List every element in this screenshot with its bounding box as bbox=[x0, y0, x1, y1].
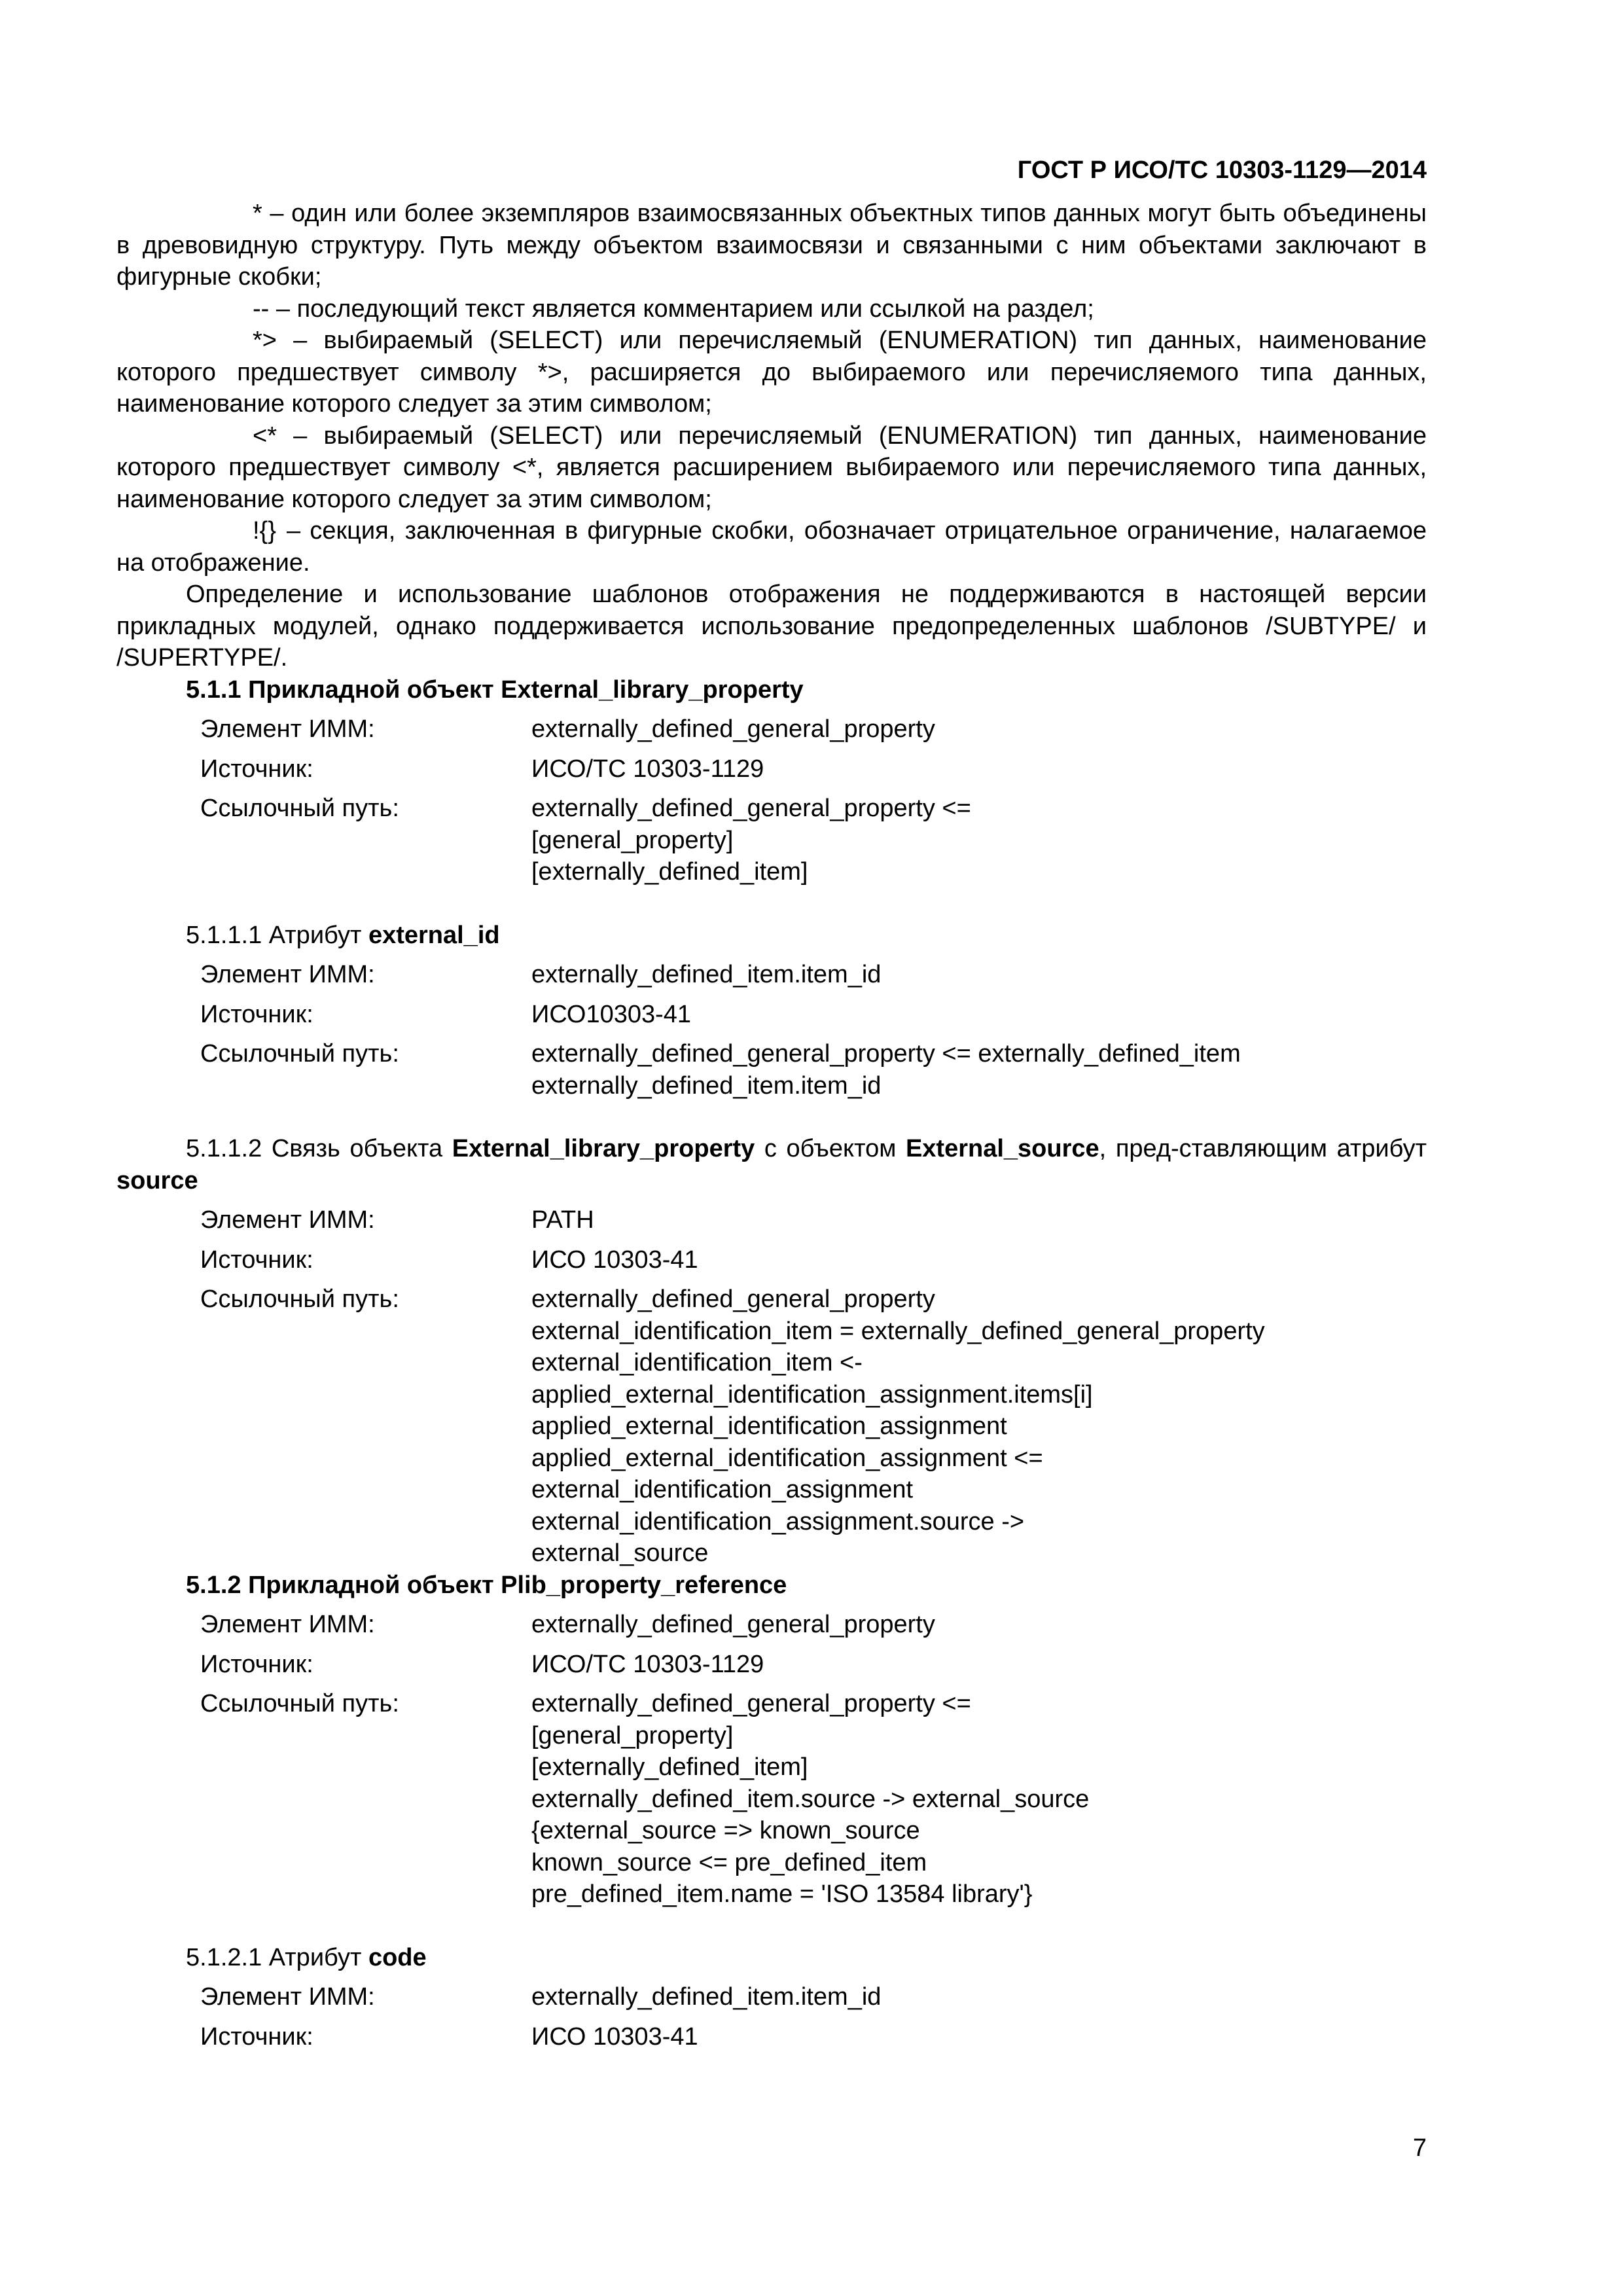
body-text bbox=[116, 198, 1427, 2053]
entity-name: External_library_property bbox=[452, 1135, 755, 1162]
reference-path-label: Ссылочный путь: bbox=[200, 1285, 399, 1313]
section-heading-5-1-1-2 bbox=[116, 1133, 1427, 1196]
path-line: externally_defined_general_property <= bbox=[531, 795, 971, 822]
path-line: [externally_defined_item] bbox=[531, 1753, 808, 1781]
mim-element-row bbox=[116, 713, 1427, 745]
attribute-heading-prefix: 5.1.1.1 Атрибут bbox=[186, 921, 368, 949]
notation-description: – выбираемый (SELECT) или перечисляемый (ENUMERATION) тип данных, наименование которого предшествует символу <*, является расширением выбираемого или перечисляемого типа данных, наименование которого следует за этим символом; bbox=[116, 422, 1427, 513]
source-row bbox=[116, 999, 1427, 1031]
path-line: external_source bbox=[531, 1539, 709, 1567]
source-row bbox=[116, 753, 1427, 785]
path-line: known_source <= pre_defined_item bbox=[531, 1848, 927, 1876]
notation-item bbox=[116, 198, 1427, 293]
source-value: ИСО/ТС 10303-1129 bbox=[531, 755, 764, 783]
notation-description: – один или более экземпляров взаимосвязанных объектных типов данных могут быть объединены в древовидную структуру. Путь между объектом взаимосвязи и связанными с ним объектами заключают в фигурные скобки; bbox=[116, 200, 1427, 291]
section-heading-5-1-2: 5.1.2 Прикладной объект Plib_property_reference bbox=[186, 1571, 787, 1599]
reference-path-label: Ссылочный путь: bbox=[200, 1690, 399, 1717]
path-line: applied_external_identification_assignment.items[i] bbox=[531, 1380, 1093, 1408]
source-label: Источник: bbox=[200, 1000, 313, 1028]
path-line: applied_external_identification_assignment bbox=[531, 1412, 1007, 1440]
source-value: ИСО/ТС 10303-1129 bbox=[531, 1650, 764, 1678]
section-heading-5-1-1: 5.1.1 Прикладной объект External_library_property bbox=[186, 675, 804, 704]
source-label: Источник: bbox=[200, 2022, 313, 2051]
path-line: externally_defined_general_property <= externally_defined_item bbox=[531, 1040, 1241, 1067]
mim-element-row bbox=[116, 959, 1427, 991]
mim-element-value: externally_defined_general_property bbox=[531, 1611, 935, 1638]
source-value: ИСО10303-41 bbox=[531, 1000, 692, 1028]
reference-path-row bbox=[116, 1283, 1427, 1570]
path-line: {external_source => known_source bbox=[531, 1817, 920, 1844]
source-row bbox=[116, 1649, 1427, 1681]
reference-path-row bbox=[116, 1688, 1427, 1910]
path-line: applied_external_identification_assignment <= bbox=[531, 1444, 1043, 1472]
heading-text: 5.1.1.2 Связь объекта bbox=[186, 1135, 452, 1162]
attribute-name: source bbox=[116, 1166, 198, 1194]
path-line: [general_property] bbox=[531, 1721, 734, 1749]
section-heading-5-1-1-1 bbox=[116, 920, 1427, 952]
reference-path-value bbox=[531, 1283, 1427, 1570]
notation-symbol: -- bbox=[253, 295, 270, 323]
notation-description: – секция, заключенная в фигурные скобки, обозначает отрицательное ограничение, налагаемое на отображение. bbox=[116, 517, 1427, 577]
intro-paragraph: Определение и использование шаблонов отображения не поддерживаются в настоящей версии прикладных модулей, однако поддерживается использование предопределенных шаблонов /SUBTYPE/ и /SUPERTYPE/. bbox=[116, 581, 1427, 672]
page-number: 7 bbox=[1412, 2134, 1427, 2162]
reference-path-value bbox=[531, 793, 1427, 888]
notation-description: – выбираемый (SELECT) или перечисляемый (ENUMERATION) тип данных, наименование которого предшествует символу *>, расширяется до выбираемого или перечисляемого типа данных, наименование которого следует за этим символом; bbox=[116, 327, 1427, 418]
source-label: Источник: bbox=[200, 1650, 313, 1678]
path-line: external_identification_item = externally_defined_general_property bbox=[531, 1317, 1265, 1345]
mim-element-row bbox=[116, 1981, 1427, 2013]
notation-symbol: * bbox=[253, 200, 262, 227]
section-heading-5-1-2-1 bbox=[116, 1942, 1427, 1974]
source-label: Источник: bbox=[200, 755, 313, 783]
path-line: [externally_defined_item] bbox=[531, 858, 808, 886]
path-line: externally_defined_general_property <= bbox=[531, 1690, 971, 1717]
reference-path-value bbox=[531, 1688, 1427, 1910]
reference-path-row bbox=[116, 1038, 1427, 1102]
mim-element-value: PATH bbox=[531, 1206, 594, 1234]
notation-description: – последующий текст является комментарием или ссылкой на раздел; bbox=[276, 295, 1094, 323]
notation-item bbox=[116, 325, 1427, 420]
reference-path-label: Ссылочный путь: bbox=[200, 795, 399, 822]
path-line: external_identification_assignment bbox=[531, 1476, 914, 1503]
mim-element-label: Элемент ИММ: bbox=[200, 715, 375, 743]
notation-symbol: !{} bbox=[253, 517, 276, 545]
path-line: pre_defined_item.name = 'ISO 13584 library'} bbox=[531, 1880, 1033, 1908]
notation-item bbox=[116, 420, 1427, 516]
attribute-name: external_id bbox=[368, 921, 500, 949]
reference-path-row bbox=[116, 793, 1427, 888]
path-line: externally_defined_item.source -> external_source bbox=[531, 1785, 1090, 1813]
path-line: externally_defined_item.item_id bbox=[531, 1071, 882, 1100]
source-row bbox=[116, 1244, 1427, 1276]
mim-element-value: externally_defined_general_property bbox=[531, 715, 935, 743]
mim-element-label: Элемент ИММ: bbox=[200, 961, 375, 988]
attribute-heading-prefix: 5.1.2.1 Атрибут bbox=[186, 1943, 368, 1971]
mim-element-value: externally_defined_item.item_id bbox=[531, 1983, 882, 2011]
source-value: ИСО 10303-41 bbox=[531, 2022, 698, 2051]
source-value: ИСО 10303-41 bbox=[531, 1246, 698, 1274]
path-line: [general_property] bbox=[531, 826, 734, 854]
notation-item bbox=[116, 293, 1427, 325]
heading-text: с объектом bbox=[755, 1135, 906, 1162]
notation-symbol: <* bbox=[253, 422, 277, 450]
notation-item bbox=[116, 515, 1427, 579]
reference-path-label: Ссылочный путь: bbox=[200, 1040, 399, 1067]
path-line: external_identification_assignment.source -> bbox=[531, 1507, 1025, 1535]
mim-element-label: Элемент ИММ: bbox=[200, 1611, 375, 1638]
path-line: external_identification_item <- bbox=[531, 1349, 863, 1376]
reference-path-value bbox=[531, 1038, 1427, 1102]
source-label: Источник: bbox=[200, 1246, 313, 1274]
mim-element-row bbox=[116, 1204, 1427, 1236]
notation-symbol: *> bbox=[253, 327, 277, 354]
mim-element-label: Элемент ИММ: bbox=[200, 1983, 375, 2011]
mim-element-value: externally_defined_item.item_id bbox=[531, 961, 882, 988]
mim-element-label: Элемент ИММ: bbox=[200, 1206, 375, 1234]
mim-element-row bbox=[116, 1609, 1427, 1641]
entity-name: External_source bbox=[905, 1135, 1099, 1162]
standard-designation: ГОСТ Р ИСО/ТС 10303-1129—2014 bbox=[1017, 156, 1427, 184]
path-line: externally_defined_general_property bbox=[531, 1285, 935, 1313]
attribute-name: code bbox=[368, 1943, 427, 1971]
source-row bbox=[116, 2021, 1427, 2053]
heading-text: , пред-ставляющим атрибут bbox=[1099, 1135, 1427, 1162]
